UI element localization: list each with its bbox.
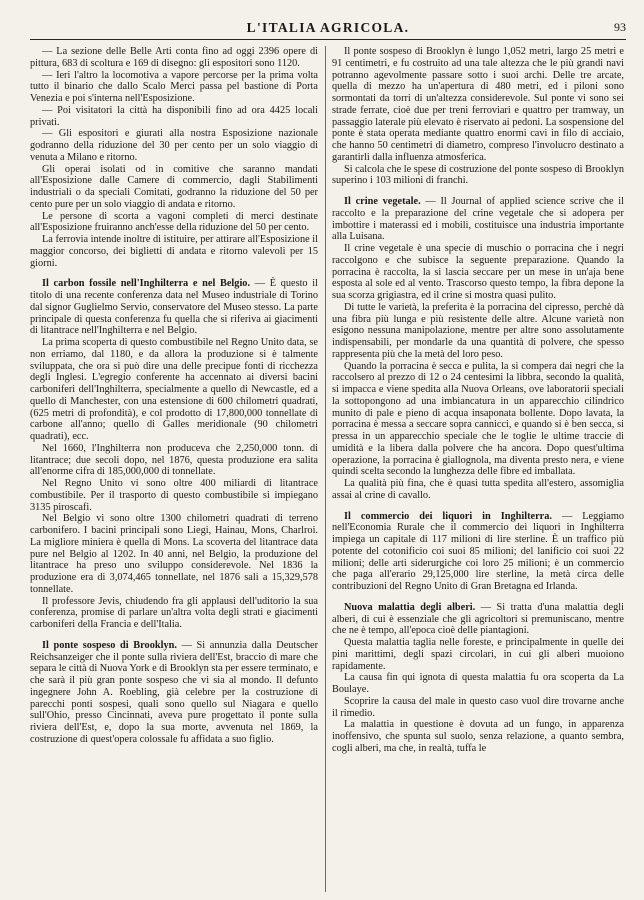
page-number: 93 xyxy=(614,20,626,34)
paragraph: La qualità più fina, che è quasi tutta spedita all'estero, assomiglia assai al crine di cavallo. xyxy=(332,478,624,501)
section-liquori xyxy=(332,511,624,593)
page-header xyxy=(30,20,626,46)
news-item: — Poi visitatori la città ha disponibili fino ad ora 4425 locali privati. xyxy=(30,104,318,128)
section-bridge-title: Il ponte sospeso di Brooklyn. xyxy=(42,639,177,651)
section-crine-title: Il crine vegetale. xyxy=(344,196,421,207)
paragraph: La prima scoperta di questo combustibile nel Regno Unito data, se non erriamo, dal 1180, e da allora la produzione si è talmente sviluppata, che ora si può dire una delle precipue fonti di ricchezza degli Inglesi. L'egregio conferente ha accennato ai diversi bacini carboniferi dell'Inghilterra, specialmente a quello di Newcastle, ed a quello di Manchester, con una estensione di 600 chilometri quadrati, (625 metri di profondità), e col prodotto di 17,800,000 tonnellate di carbone all'anno; quello di Galles meridionale (90 chilometri quadrati), ecc. xyxy=(30,337,318,442)
section-bridge xyxy=(30,640,318,746)
news-item: — La sezione delle Belle Arti conta fino ad oggi 2396 opere di pittura, 683 di scoltura e 169 di disegno: gli espositori sono 1120. xyxy=(30,46,318,69)
left-column xyxy=(30,46,318,892)
section-alberi-title: Nuova malattia degli alberi. xyxy=(344,601,476,613)
section-coal xyxy=(30,278,318,631)
section-bridge-lead xyxy=(30,640,318,746)
section-crine-lead-text: — Il Journal of applied science scrive che il raccolto e la preparazione del crine vegetale che si adopera per imbottire i materassi ed i mobili, costituisce una industria importante alla Luisana. xyxy=(332,196,624,243)
paragraph: Quando la porracina è secca e pulita, la si compera dai negri che la raccolsero al prezzo di 12 o 24 centesimi la libbra, secondo la qualità, si impacca e viene spedita alla Nuova Orleans, ove laboratorii speciali la sottopongono ad una imbiancatura in un apparecchio cilindrico munito di pale e pieno di acqua insaponata bollente. Dopo lavata, la porracina è messa a seccare sopra cannicci, e quando si è ben secca, si pressa in un apparecchio speciale che le toglie le ultime traccie di umidità e la libera dalla polvere che ha ancora. Dopo quest'ultima operazione, la porracina è giallognola, ma diventa presto nera, e viene quindi scelta secondo la lunghezza delle fibre ed imballata. xyxy=(332,360,624,478)
section-liquori-text: — Leggiamo nell'Economia Rurale che il commercio dei liquori in Inghilterra impiega un capitale di 117 milioni di lire sterline. È un traffico più potente del cotonificio coi suoi 85 milioni; del lanificio coi suoi 22 milioni; delle arti siderurgiche coi loro 25 milioni; è un commercio che paga all'erario 29,125,000 lire sterline, la metà circa delle contribuzioni del Regno Unito di Gran Bretagna ed Irlanda. xyxy=(332,510,624,592)
section-liquori-title: Il commercio dei liquori in Inghilterra. xyxy=(344,510,552,522)
news-item: Le persone di scorta a vagoni completi di merci destinate all'Esposizione fruiranno anch'esse della riduzione del 50 per cento. xyxy=(30,210,318,234)
paragraph: Nel Regno Unito vi sono oltre 400 miliardi di litantrace combustibile. Per il trasporto di questo combustibile si impiegano 3135 piroscafi. xyxy=(30,478,318,513)
paragraph: Questa malattia taglia nelle foreste, e principalmente in quelle dei pini marittimi, degli spazi circolari, in cui gli alberi muoiono rapidamente. xyxy=(332,637,624,672)
right-column xyxy=(332,46,624,892)
paragraph: Nel Belgio vi sono oltre 1300 chilometri quadrati di terreno carbonifero. I bacini principali sono Liegi, Hainau, Mons, Charlroi. La migliore miniera è quella di Mons. La scoverta del litantrace data pure nel Belgio al 1202. In 40 anni, nel Belgio, la produzione del litantrace ha preso uno sviluppo considerevole. Nel 1836 la produzione era di 3,074,465 tonnellate, nel 1876 sali a 15,329,578 tonnellate. xyxy=(30,513,318,595)
paragraph: Di tutte le varietà, la preferita è la porracina del cipresso, perchè dà una fibra più lunga e più resistente delle altre. Alcune varietà non esigono nessuna manipolazione, mentre per altre sono assolutamente indispensabili, per mondarle da una quantità di polvere, che spesso rappresenta più che la metà del loro peso. xyxy=(332,301,624,360)
section-alberi-lead xyxy=(332,602,624,637)
section-coal-title: Il carbon fossile nell'Inghilterra e nel Belgio. xyxy=(42,278,251,290)
text-columns xyxy=(30,46,626,892)
section-alberi xyxy=(332,602,624,755)
paragraph: Si calcola che le spese di costruzione del ponte sospeso di Brooklyn superino i 103 milioni di franchi. xyxy=(332,163,624,187)
news-item: — Gli espositori e giurati alla nostra Esposizione nazionale godranno della riduzione del 30 per cento per un solo viaggio di venuta a Milano e ritorno. xyxy=(30,128,318,163)
header-rule xyxy=(30,39,626,40)
section-coal-lead xyxy=(30,278,318,337)
paragraph: La causa fin qui ignota di questa malattia fu ora scoperta da La Boulaye. xyxy=(332,672,624,695)
news-item: Gli operai isolati od in comitive che saranno mandati all'Esposizione dalle Camere di commercio, dagli Stabilimenti industriali o da speciali Comitati, godranno la riduzione del 50 per cento pure per un solo viaggio di andata e ritorno. xyxy=(30,163,318,210)
paragraph: Il crine vegetale è una specie di muschio o porracina che i negri raccolgono e che subisce la seguente preparazione. Quando la porracina è raccolta, la si lascia seccare per un mese in un'aja bene esposta al sole ed al vento. Trascorso questo tempo, la fibra depone la sua scorza grigiastra, ed il crine si mostra quasi pulito. xyxy=(332,243,624,301)
paragraph: Il professore Jevis, chiudendo fra gli applausi dell'uditorio la sua conferenza, promise di parlare un'altra volta degli strati e giacimenti carboniferi della Francia e dell'Italia. xyxy=(30,595,318,630)
section-coal-lead-text: — È questo il titolo di una recente conferenza data nel Museo industriale di Torino dal signor Guglielmo Servio, conservatore del Museo stesso. La parte principale di questa conferenza fu quella che si riferiva ai giacimenti di litantrace nell'Inghilterra e nel Belgio. xyxy=(30,278,318,337)
paragraph: La malattia in questione è dovuta ad un fungo, in apparenza inoffensivo, che spunta sul suolo, senza relazione, a quanto sembra, cogli alberi, ma che, in realtà, tuffa le xyxy=(332,719,624,754)
journal-title: L'ITALIA AGRICOLA. xyxy=(246,20,410,35)
section-crine xyxy=(332,196,624,502)
news-item: La ferrovia intende inoltre di istituire, per attirare all'Esposizione il maggior concorso, dei biglietti di andata e ritorno valevoli per 15 giorni. xyxy=(30,234,318,269)
news-item: — Ieri l'altro la locomotiva a vapore percorse per la prima volta tutto il binario che dallo Scalo Merci passa pel bastione di Porta Venezia e poi s'interna nell'Esposizione. xyxy=(30,69,318,104)
section-bridge-text: — Si annunzia dalla Deutscher Reichsanzeiger che il ponte sulla riviera dell'Est, braccio di mare che separa le città di Nuova York e di Brooklyn sta per essere terminato, e che sarà il più gran ponte sospeso che vi sia al mondo. Il defunto ingegnere John A. Roebling, già celebre per la costruzione di parecchi ponti sospesi, quali sono quello sul Niagara e quello sull'Ohio, presso Cincinnati, aveva pure progettato il ponte sulla riviera dell'Est, e, dopo la sua morte, avvenuta nel 1869, la costruzione di quest'opera colossale fu affidata a suo figlio. xyxy=(30,639,318,745)
section-alberi-lead-text: — Si tratta d'una malattia degli alberi, di cui è essenziale che gli agricoltori si premuniscano, mentre che ne è tempo, all'epoca cioè delle piantagioni. xyxy=(332,601,624,637)
section-crine-lead xyxy=(332,196,624,243)
paragraph: Il ponte sospeso di Brooklyn è lungo 1,052 metri, largo 25 metri e 91 centimetri, e fu costruito ad una tale altezza che le più grandi navi potranno agevolmente passare sotto i suoi archi. Delle tre arcate, quella di mezzo ha un'apertura di 480 metri, ed i piloni sono sormontati da torri di un'altezza considerevole. Sul ponte vi sono sei strade ferrate, cioè due per treni ferroviari e quattro per tramway, un passaggio laterale più elevato è riservato ai pedoni. La sospensione del ponte è stata operata mediante quattro enormi cavi in filo di acciaio, che hanno 50 centimetri di diametro, compreso l'involucro destinato a garantirli dalla influenza atmosferica. xyxy=(332,46,624,163)
section-liquori-lead xyxy=(332,511,624,593)
paragraph: Nel 1660, l'Inghilterra non produceva che 2,250,000 tonn. di litantrace; due secoli dopo, nel 1876, questa produzione era salita all'enorme cifra di 185,000,000 di tonnellate. xyxy=(30,442,318,478)
column-divider xyxy=(325,46,326,892)
paragraph: Scoprire la causa del male in questo caso vuol dire trovarne anche il rimedio. xyxy=(332,695,624,719)
